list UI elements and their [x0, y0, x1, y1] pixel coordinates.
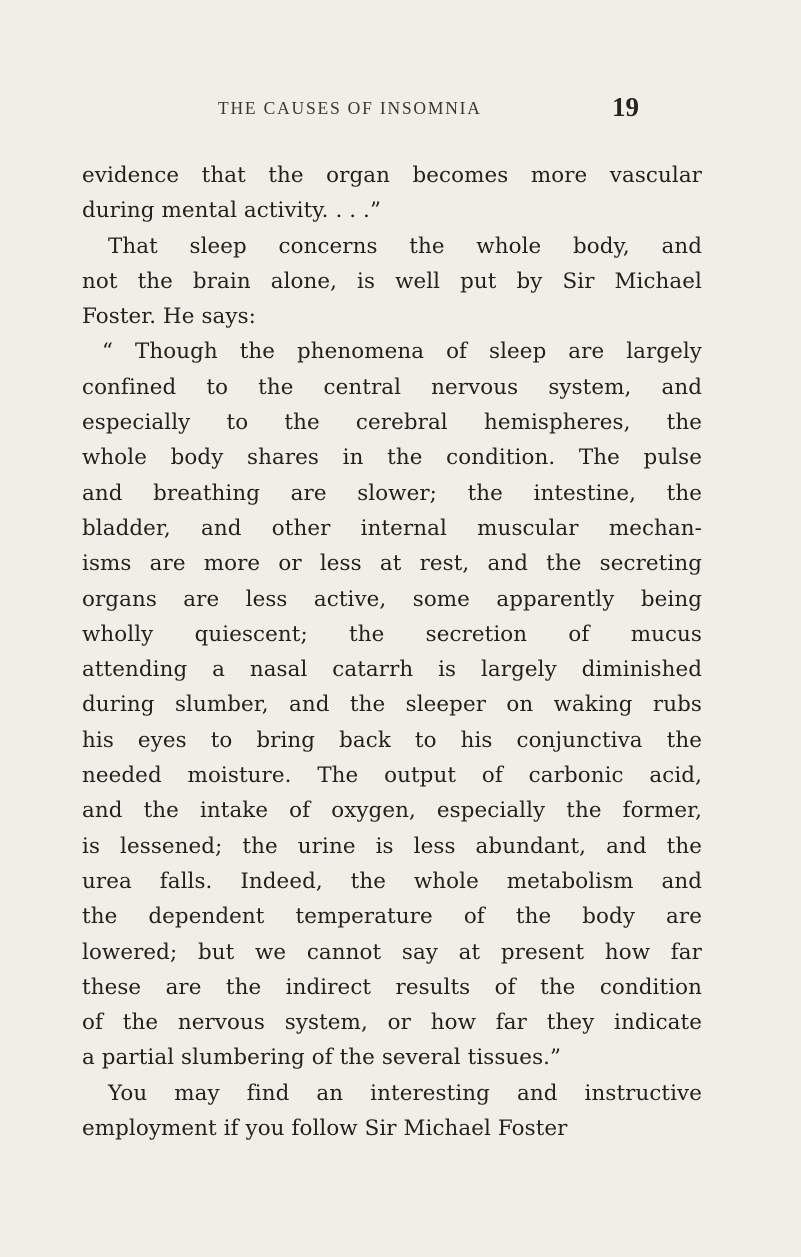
text-line: and breathing are slower; the intestine, the: [82, 480, 702, 506]
text-line: these are the indirect results of the condition: [82, 974, 702, 1000]
text-line: Foster. He says:: [82, 304, 256, 330]
text-line: during mental activity. . . .”: [82, 198, 381, 224]
body-text: [82, 158, 702, 1146]
text-line: is lessened; the urine is less abundant, and the: [82, 833, 702, 859]
running-head: [0, 92, 801, 132]
text-line: evidence that the organ becomes more vascular: [82, 163, 702, 188]
text-line: during slumber, and the sleeper on waking rubs: [82, 692, 702, 718]
text-line: bladder, and other internal muscular mechan-: [82, 515, 702, 541]
text-line: organs are less active, some apparently being: [82, 586, 702, 612]
text-line: of the nervous system, or how far they indicate: [82, 1010, 702, 1036]
text-line: the dependent temperature of the body are: [82, 904, 702, 930]
running-title: THE CAUSES OF INSOMNIA: [218, 98, 482, 118]
text-line: needed moisture. The output of carbonic acid,: [82, 763, 702, 789]
text-line: urea falls. Indeed, the whole metabolism and: [82, 868, 702, 894]
text-line: lowered; but we cannot say at present how far: [82, 939, 702, 965]
text-line: whole body shares in the condition. The pulse: [82, 445, 702, 471]
text-line: his eyes to bring back to his conjunctiva the: [82, 727, 702, 753]
text-line: attending a nasal catarrh is largely diminished: [82, 657, 702, 683]
text-line: employment if you follow Sir Michael Foster: [82, 1116, 568, 1142]
text-line: That sleep concerns the whole body, and: [108, 233, 702, 259]
text-line: and the intake of oxygen, especially the former,: [82, 798, 702, 824]
text-line: confined to the central nervous system, and: [82, 374, 702, 400]
text-line: a partial slumbering of the several tissues.”: [82, 1045, 562, 1071]
text-line: You may find an interesting and instructive: [108, 1080, 702, 1106]
text-line: especially to the cerebral hemispheres, the: [82, 410, 702, 436]
text-line: isms are more or less at rest, and the secreting: [82, 551, 702, 577]
text-line: not the brain alone, is well put by Sir Michael: [82, 268, 702, 294]
page-number: 19: [612, 92, 639, 122]
text-line: “ Though the phenomena of sleep are largely: [102, 339, 702, 365]
text-line: wholly quiescent; the secretion of mucus: [82, 621, 702, 647]
